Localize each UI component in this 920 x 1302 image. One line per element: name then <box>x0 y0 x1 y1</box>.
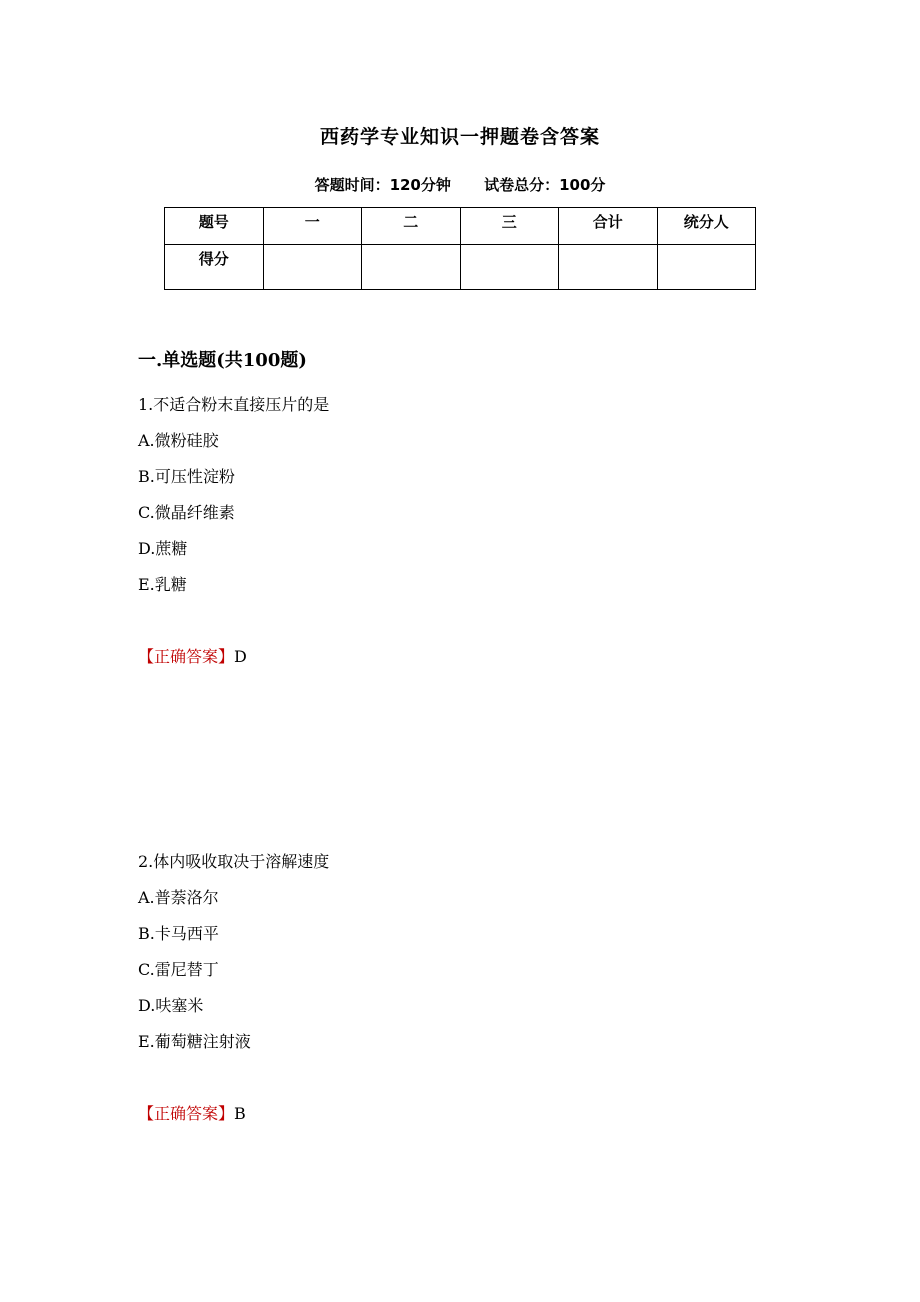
question-option: C.微晶纤维素 <box>138 503 235 522</box>
score-table-header-cell: 二 <box>362 208 461 245</box>
score-table-header-cell: 一 <box>263 208 362 245</box>
question-stem: 1.不适合粉末直接压片的是 <box>138 395 330 414</box>
exam-time: 答题时间：120分钟 <box>314 176 451 194</box>
page-title: 西药学专业知识一押题卷含答案 <box>319 126 600 148</box>
score-table-header-cell: 题号 <box>165 208 264 245</box>
question-option: E.葡萄糖注射液 <box>138 1032 251 1051</box>
score-cell <box>657 245 756 290</box>
question-stem: 2.体内吸收取决于溶解速度 <box>138 852 330 871</box>
section-heading: 一.单选题(共100题) <box>138 350 307 371</box>
score-cell <box>263 245 362 290</box>
score-table-header-cell: 合计 <box>559 208 658 245</box>
correct-answer-label: 【正确答案】 <box>138 647 235 666</box>
question-option: D.呋塞米 <box>138 996 204 1015</box>
question-option: C.雷尼替丁 <box>138 960 219 979</box>
correct-answer <box>138 644 247 667</box>
score-cell <box>362 245 461 290</box>
score-table-header-row <box>165 208 756 245</box>
score-table-header-cell: 统分人 <box>657 208 756 245</box>
score-row-label: 得分 <box>165 245 264 290</box>
question-option: B.卡马西平 <box>138 924 219 943</box>
score-table-score-row <box>165 245 756 290</box>
question-option: D.蔗糖 <box>138 539 188 558</box>
total-score: 试卷总分：100分 <box>484 176 606 194</box>
question-option: A.微粉硅胶 <box>138 431 219 450</box>
correct-answer <box>138 1101 246 1124</box>
correct-answer-value: D <box>234 647 247 666</box>
score-cell <box>460 245 559 290</box>
correct-answer-label: 【正确答案】 <box>138 1104 235 1123</box>
score-cell <box>559 245 658 290</box>
question-option: E.乳糖 <box>138 575 187 594</box>
question-option: B.可压性淀粉 <box>138 467 235 486</box>
exam-info <box>0 174 920 195</box>
correct-answer-value: B <box>234 1104 246 1123</box>
score-table-header-cell: 三 <box>460 208 559 245</box>
score-table <box>164 207 756 290</box>
question-option: A.普萘洛尔 <box>138 888 219 907</box>
